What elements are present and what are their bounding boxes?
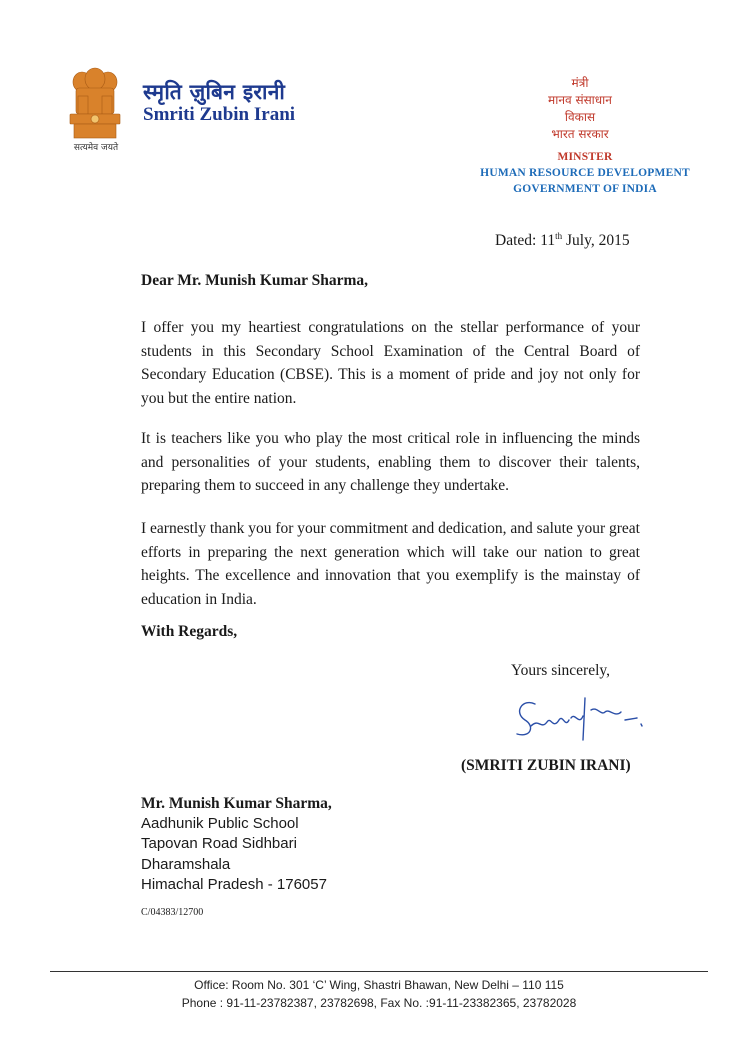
paragraph-teachers: It is teachers like you who play the most critical role in influencing the minds and personalities of your students, enabling them to discover their talents, preparing them to succeed in any challenge they undertake. — [141, 430, 640, 494]
recipient-address-line: Aadhunik Public School — [141, 815, 299, 832]
national-emblem-icon — [62, 66, 128, 148]
emblem-motto: सत्यमेव जयते — [73, 143, 119, 153]
recipient-address-line: Himachal Pradesh - 176057 — [141, 876, 327, 893]
recipient-address-line: Dharamshala — [141, 856, 231, 873]
signature-image — [505, 690, 650, 745]
closing: Yours sincerely, — [511, 662, 611, 679]
signatory-name: (SMRITI ZUBIN IRANI) — [461, 757, 631, 774]
paragraph-congratulations: I offer you my heartiest congratulations on the stellar performance of your students in this Secondary School Examination of the Central Board of Secondary Education (CBSE). This is a moment of pride and joy not only for you but the entire nation. — [141, 319, 640, 407]
title-english-minister: MINSTER — [557, 151, 613, 163]
salutation: Dear Mr. Munish Kumar Sharma, — [141, 272, 369, 289]
title-hindi-government: भारत सरकार — [551, 127, 609, 141]
letter-date: Dated: 11th July, 2015 — [495, 231, 630, 250]
title-english-ministry: HUMAN RESOURCE DEVELOPMENT — [480, 167, 690, 179]
title-hindi-ministry: मानव संसाधान — [548, 93, 612, 107]
recipient-address-line: Tapovan Road Sidhbari — [141, 835, 297, 852]
footer-divider — [50, 971, 708, 972]
footer-contact-numbers: Phone : 91-11-23782387, 23782698, Fax No. :91-11-23382365, 23782028 — [181, 996, 577, 1010]
title-hindi-minister: मंत्री — [571, 76, 589, 90]
regards: With Regards, — [141, 623, 238, 640]
footer-office-address: Office: Room No. 301 ‘C’ Wing, Shastri Bhawan, New Delhi – 110 115 — [194, 978, 564, 992]
title-hindi-development: विकास — [564, 110, 596, 124]
minister-name-hindi: स्मृति ज़ुबिन इरानी — [143, 80, 286, 104]
reference-number: C/04383/12700 — [141, 907, 204, 918]
paragraph-thanks: I earnestly thank you for your commitment and dedication, and salute your great efforts in preparing the next generation which will take our nation to great heights. The excellence and innovation that you exemplify is the mainstay of education in India. — [141, 520, 640, 608]
minister-name-english: Smriti Zubin Irani — [143, 104, 296, 125]
title-english-government: GOVERNMENT OF INDIA — [513, 183, 657, 195]
recipient-name: Mr. Munish Kumar Sharma, — [141, 795, 332, 812]
